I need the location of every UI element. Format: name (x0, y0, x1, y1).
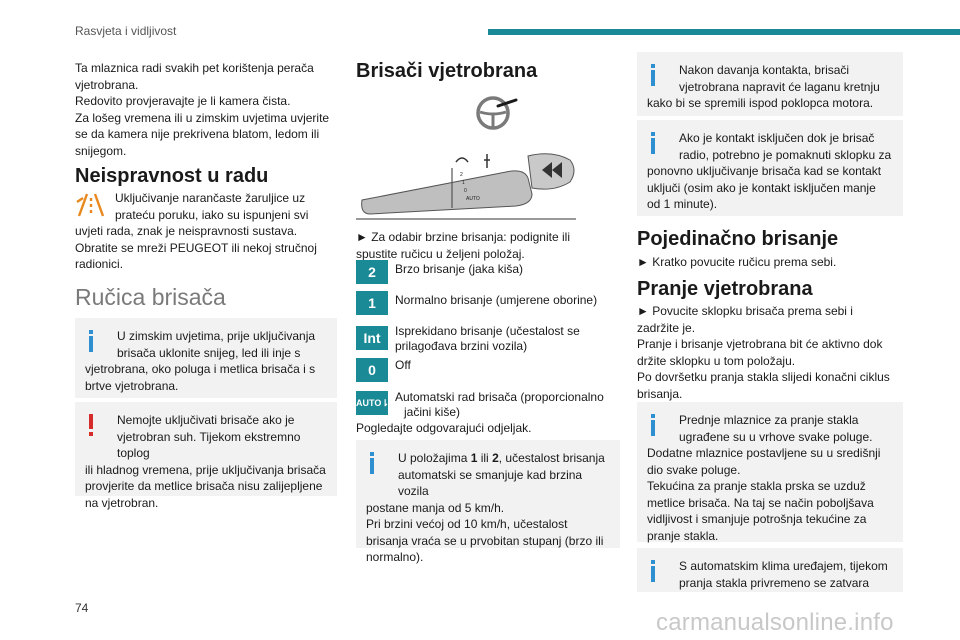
text-line: normalno). (366, 550, 424, 564)
text-line: Redovito provjeravajte je li kamera čista. (75, 94, 291, 108)
wash-paragraph (637, 303, 903, 402)
text-line: spustite ručicu u željeni položaj. (356, 246, 525, 261)
text-line: Uključivanje narančaste žaruljice uz (115, 191, 306, 205)
info-icon (366, 452, 378, 476)
text-line: brtve vjetrobrana. (85, 378, 179, 393)
text-line: držite sklopku u tom položaju. (637, 353, 796, 368)
mode-badge-0: 0 (356, 358, 388, 382)
mode-badge-int: Int (356, 326, 388, 350)
note-text-mid: ili (477, 451, 493, 465)
text-line: radionici. (75, 257, 124, 271)
text-line: prateću poruku, iako su ispunjeni svi (115, 207, 309, 222)
info-note-climate (637, 548, 903, 592)
mode-label (395, 293, 615, 308)
mode-label (395, 358, 615, 373)
wiper-stalk-illustration (356, 148, 576, 220)
text-line: Prednje mlaznice za pranje stakla (679, 413, 859, 427)
text-line: Pranje i brisanje vjetrobrana bit će aktivno dok (637, 337, 883, 351)
text-line: Automatski rad brisača (proporcionalno (395, 390, 604, 404)
text-line: brisača uklonite snijeg, led ili inje s (117, 345, 301, 360)
text-line: zadržite je. (637, 320, 696, 335)
text-line: vjetrobrana, oko poluga i metlica brisača i s (85, 362, 316, 376)
info-icon (647, 64, 659, 88)
text-line: pranje stakla. (647, 528, 719, 543)
stalk-mark-auto: AUTO (466, 196, 480, 202)
note-text-post: , učestalost brisanja (498, 451, 605, 465)
malfunction-heading: Neispravnost u radu (75, 165, 269, 187)
info-note-nozzles (637, 402, 903, 542)
watermark: carmanualsonline.info (656, 609, 894, 636)
text-line: Po dovršetku pranja stakla slijedi konačni ciklus (637, 370, 890, 384)
info-icon (85, 330, 97, 354)
mode-label (395, 390, 615, 420)
running-header: Rasvjeta i vidljivost (75, 24, 177, 38)
windscreen-wash-heading: Pranje vjetrobrana (637, 278, 813, 300)
text-line: vjetrobrana napravit će laganu kretnju (679, 79, 880, 94)
text-line: dio svake poluge. (647, 462, 741, 477)
text-line: Obratite se mreži PEUGEOT ili nekoj stručnoj (75, 240, 317, 255)
text-line: Off (395, 358, 411, 372)
mode-badge-2: 2 (356, 260, 388, 284)
single-wipe-text: ► Kratko povucite ručicu prema sebi. (637, 255, 837, 269)
text-line: Ako je kontakt isključen dok je brisač (679, 131, 875, 145)
info-note-ignition (637, 52, 903, 116)
text-line: ugrađene su u vrhove svake poluge. (679, 429, 873, 444)
intro-paragraph (75, 60, 337, 159)
text-line: provjerite da metlice brisača nisu zalijepljene (85, 479, 323, 493)
text-line: brisanja. (637, 386, 683, 401)
text-line: U zimskim uvjetima, prije uključivanja (117, 329, 316, 343)
stalk-mark-1: 1 (462, 180, 465, 186)
text-line: vjetrobrana. (75, 77, 139, 92)
mode-label (395, 262, 615, 277)
malfunction-paragraph (75, 190, 337, 273)
text-line: ponovno uključivanje brisača kad se kontakt (647, 164, 882, 178)
mode-badge-1: 1 (356, 291, 388, 315)
mode-label (395, 324, 615, 354)
text-line: S automatskim klima uređajem, tijekom (679, 559, 888, 573)
text-line: Tekućina za pranje stakla prska se uzduž (647, 479, 866, 493)
text-line: ili hladnog vremena, prije uključivanja brisača (85, 462, 326, 477)
text-line: uvjeti rada, znak je neispravnosti sustava. (75, 224, 298, 238)
wiper-stalk-heading: Ručica brisača (75, 284, 226, 310)
stalk-mark-0: 0 (464, 188, 467, 194)
text-line: metlice brisača. Na taj se način poboljšava (647, 495, 874, 510)
select-speed-paragraph (356, 229, 620, 262)
text-line: prilagođava brzini vozila) (395, 339, 528, 353)
text-line: Brzo brisanje (jaka kiša) (395, 262, 524, 276)
info-note-winter (75, 318, 337, 398)
text-line: se da kamera nije prekrivena blatom, ledom ili (75, 127, 320, 141)
warning-icon (85, 414, 97, 438)
text-line: Nemojte uključivati brisače ako je (117, 413, 295, 427)
text-line: ► Povucite sklopku brisača prema sebi i (637, 304, 853, 318)
text-line: vjetrobran suh. Tijekom ekstremno toplog (117, 429, 301, 460)
single-wipe-heading: Pojedinačno brisanje (637, 228, 839, 250)
text-line: Nakon davanja kontakta, brisači (679, 63, 850, 77)
text-line: Za lošeg vremena ili u zimskim uvjetima uvjerite (75, 110, 330, 125)
text-line: na vjetrobran. (85, 495, 159, 510)
mode-badge-auto: AUTO⇂ (356, 391, 388, 415)
text-line: Dodatne mlaznice postavljene su u središnji (647, 446, 881, 460)
text-line: pranja stakla privremeno se zatvara (679, 575, 870, 590)
text-line: ► Za odabir brzine brisanja: podignite ili (356, 230, 570, 244)
text-line: jačini kiše) (404, 405, 461, 419)
text-line: kako bi se spremili ispod poklopca motora. (647, 96, 874, 110)
info-icon (647, 560, 659, 584)
info-icon (647, 414, 659, 438)
wiper-mode-list (356, 260, 620, 430)
text-line: Ta mlaznica radi svakih pet korištenja perača (75, 61, 314, 75)
text-line: radio, potrebno je pomaknuti sklopku za (679, 147, 892, 162)
header-accent-bar (488, 29, 960, 35)
note-bold-1: 1 (470, 451, 478, 465)
page-number: 74 (75, 601, 89, 615)
note-text-pre: U položajima (398, 451, 471, 465)
steering-wheel-icon (474, 94, 518, 132)
stalk-mark-2: 2 (460, 172, 463, 178)
text-line: Isprekidano brisanje (učestalost se (395, 324, 580, 338)
note-bold-2: 2 (492, 451, 499, 465)
see-section-text: Pogledajte odgovarajući odjeljak. (356, 421, 532, 435)
text-line: uključi (osim ako je kontakt isključen manje (647, 180, 876, 195)
info-note-speed (356, 440, 620, 564)
text-line: automatski se smanjuje kad brzina vozila (398, 467, 583, 498)
text-line: od 1 minute). (647, 197, 718, 211)
info-icon (647, 132, 659, 156)
windscreen-wipers-heading: Brisači vjetrobrana (356, 60, 538, 82)
text-line: brisanja vraća se u prvobitan stupanj (brzo ili (366, 533, 604, 548)
warning-note-dry (75, 402, 337, 510)
text-line (366, 450, 610, 467)
info-note-contact-off (637, 120, 903, 216)
text-line: Normalno brisanje (umjerene oborine) (395, 293, 598, 307)
text-line: postane manja od 5 km/h. (366, 500, 505, 515)
text-line: Pri brzini većoj od 10 km/h, učestalost (366, 517, 568, 531)
text-line: vidljivost i smanjuje potrošnja tekućine za (647, 512, 867, 526)
text-line: snijegom. (75, 143, 127, 158)
